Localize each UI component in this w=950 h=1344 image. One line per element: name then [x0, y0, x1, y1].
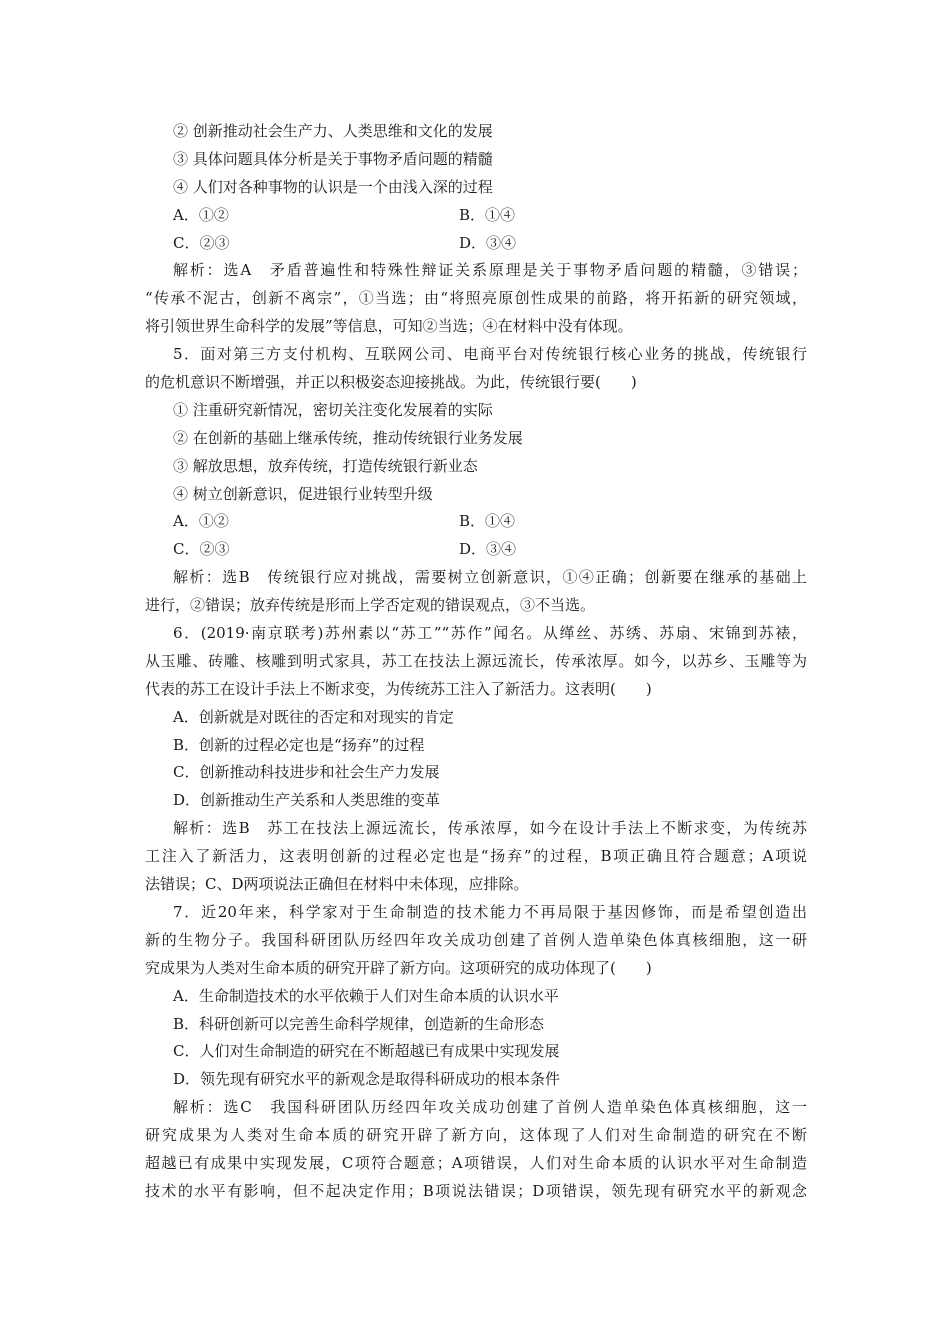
- q7-option-c: C．人们对生命制造的研究在不断超越已有成果中实现发展: [173, 1042, 560, 1061]
- q6-analysis: [145, 815, 807, 899]
- q4-analysis-line: “传承不泥古，创新不离宗”，①当选；由“将照亮原创性成果的前路，将开拓新的研究领域，: [145, 289, 807, 308]
- q7-stem-line: 究成果为人类对生命本质的研究开辟了新方向。这项研究的成功体现了( ): [145, 958, 652, 977]
- q4-analysis-line: 解析：选A 矛盾普遍性和特殊性辩证关系原理是关于事物矛盾问题的精髓，③错误；: [173, 261, 807, 280]
- q6-option-d: D．创新推动生产关系和人类思维的变革: [173, 791, 441, 810]
- q4-item-4: ④ 人们对各种事物的认识是一个由浅入深的过程: [173, 177, 493, 196]
- q6-option-a: A．创新就是对既往的否定和对现实的肯定: [173, 707, 454, 726]
- q5-item-3: ③ 解放思想，放弃传统，打造传统银行新业态: [173, 456, 478, 475]
- q4-option-a: A．①②: [173, 205, 229, 224]
- q4-options-row-1: [145, 202, 807, 230]
- q5-option-d: D．③④: [459, 540, 517, 559]
- q7-analysis-line: 超越已有成果中实现发展，C项符合题意；A项错误，人们对生命本质的认识水平对生命制造: [145, 1153, 807, 1172]
- q6-options: [145, 704, 807, 816]
- q6-option-c: C．创新推动科技进步和社会生产力发展: [173, 763, 440, 782]
- q5-analysis-line: 解析：选B 传统银行应对挑战，需要树立创新意识，①④正确；创新要在继承的基础上: [173, 568, 807, 587]
- q7-option-d: D．领先现有研究水平的新观念是取得科研成功的根本条件: [173, 1070, 561, 1089]
- q5-item-4: ④ 树立创新意识，促进银行业转型升级: [173, 484, 433, 503]
- q5-stem: [145, 341, 807, 397]
- q5-stem-line: 的危机意识不断增强，并正以积极姿态迎接挑战。为此，传统银行要( ): [145, 373, 637, 392]
- q6-analysis-line: 法错误；C、D两项说法正确但在材料中未体现，应排除。: [145, 875, 529, 894]
- q5-stem-line: 5．面对第三方支付机构、互联网公司、电商平台对传统银行核心业务的挑战，传统银行: [173, 345, 807, 364]
- q7-option-a: A．生命制造技术的水平依赖于人们对生命本质的认识水平: [173, 986, 559, 1005]
- q5-item-1: ① 注重研究新情况，密切关注变化发展着的实际: [173, 400, 493, 419]
- q7-analysis-line: 研究成果为人类对生命本质的研究开辟了新方向，这体现了人们对生命制造的研究在不断: [145, 1126, 807, 1145]
- q6-stem-line: 代表的苏工在设计手法上不断求变，为传统苏工注入了新活力。这表明( ): [145, 679, 652, 698]
- q5-option-a: A．①②: [173, 512, 229, 531]
- q6-analysis-line: 解析：选B 苏工在技法上源远流长，传承浓厚，如今在设计手法上不断求变，为传统苏: [173, 819, 807, 838]
- q5-analysis: [145, 564, 807, 620]
- q6-stem: [145, 620, 807, 704]
- q7-analysis: [145, 1094, 807, 1206]
- q5-items: [145, 397, 807, 509]
- q4-analysis-line: 将引领世界生命科学的发展”等信息，可知②当选；④在材料中没有体现。: [145, 317, 633, 336]
- q7-stem: [145, 899, 807, 983]
- q4-analysis: [145, 257, 807, 341]
- q7-stem-line: 7．近20年来，科学家对于生命制造的技术能力不再局限于基因修饰，而是希望创造出: [173, 902, 807, 921]
- q7-options: [145, 983, 807, 1095]
- q5-option-c: C．②③: [173, 540, 230, 559]
- q6-analysis-line: 工注入了新活力，这表明创新的过程必定也是“扬弃”的过程，B项正确且符合题意；A项说: [145, 847, 807, 866]
- q6-stem-line: 从玉雕、砖雕、核雕到明式家具，苏工在技法上源远流长，传承浓厚。如今，以苏乡、玉雕等为: [145, 651, 807, 670]
- q4-option-d: D．③④: [459, 233, 517, 252]
- q6-stem-line: 6．(2019·南京联考)苏州素以“苏工”“苏作”闻名。从缂丝、苏绣、苏扇、宋锦到苏裱，: [173, 624, 807, 643]
- q4-item-2: ② 创新推动社会生产力、人类思维和文化的发展: [173, 122, 493, 140]
- q7-option-b: B．科研创新可以完善生命科学规律，创造新的生命形态: [173, 1014, 545, 1033]
- q6-option-b: B．创新的过程必定也是“扬弃”的过程: [173, 735, 425, 754]
- q7-analysis-line: 解析：选C 我国科研团队历经四年攻关成功创建了首例人造单染色体真核细胞，这一: [173, 1098, 807, 1117]
- q4-option-c: C．②③: [173, 233, 230, 252]
- q5-options-row-1: [145, 508, 807, 536]
- q5-item-2: ② 在创新的基础上继承传统，推动传统银行业务发展: [173, 428, 523, 447]
- q4-option-b: B．①④: [459, 205, 516, 224]
- document-page: [145, 118, 807, 1206]
- q4-item-3: ③ 具体问题具体分析是关于事物矛盾问题的精髓: [173, 149, 493, 168]
- q5-analysis-line: 进行，②错误；放弃传统是形而上学否定观的错误观点，③不当选。: [145, 596, 596, 615]
- q5-options-row-2: [145, 536, 807, 564]
- q5-option-b: B．①④: [459, 512, 516, 531]
- q7-stem-line: 新的生物分子。我国科研团队历经四年攻关成功创建了首例人造单染色体真核细胞，这一研: [145, 930, 807, 949]
- q4-options-row-2: [145, 230, 807, 258]
- q4-items: [145, 118, 807, 202]
- q7-analysis-line: 技术的水平有影响，但不起决定作用；B项说法错误；D项错误，领先现有研究水平的新观念: [145, 1181, 807, 1200]
